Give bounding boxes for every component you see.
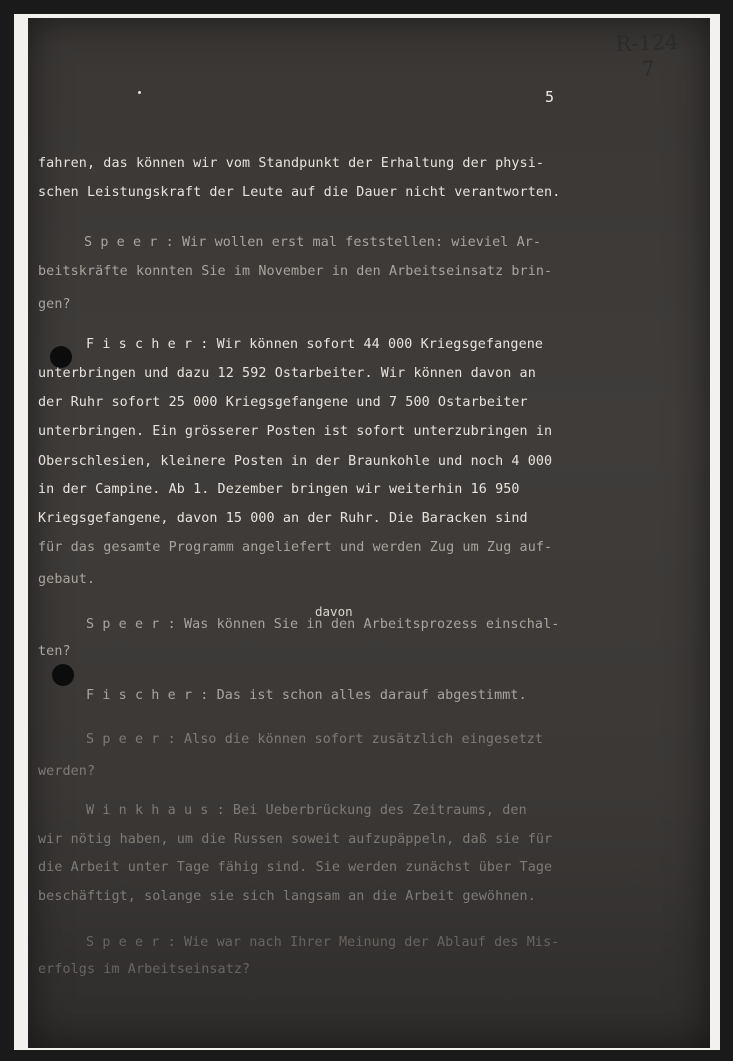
- text-line: Kriegsgefangene, davon 15 000 an der Ruhr. Die Baracken sind: [38, 511, 528, 526]
- text-line: für das gesamte Programm angeliefert und werden Zug um Zug auf-: [38, 540, 553, 555]
- text-line: S p e e r : Wie war nach Ihrer Meinung der Ablauf des Mis-: [86, 935, 560, 950]
- text-line: fahren, das können wir vom Standpunkt der Erhaltung der physi-: [38, 156, 545, 171]
- handwritten-insert: davon: [315, 604, 353, 619]
- text-line: die Arbeit unter Tage fähig sind. Sie werden zunächst über Tage: [38, 860, 553, 875]
- page-number: 5: [545, 88, 555, 106]
- text-line: S p e e r : Was können Sie in den Arbeitsprozess einschal-: [86, 617, 560, 632]
- paper-speck: [138, 91, 141, 94]
- text-line: erfolgs im Arbeitseinsatz?: [38, 962, 251, 977]
- text-line: schen Leistungskraft der Leute auf die Dauer nicht verantworten.: [38, 185, 561, 200]
- text-line: Oberschlesien, kleinere Posten in der Braunkohle und noch 4 000: [38, 454, 553, 469]
- punch-hole-top: [50, 346, 72, 368]
- text-line: S p e e r : Also die können sofort zusätzlich eingesetzt: [86, 732, 544, 747]
- text-line: W i n k h a u s : Bei Ueberbrückung des Zeitraums, den: [86, 803, 527, 818]
- archive-mark-line2: 7: [640, 56, 656, 82]
- text-line: unterbringen. Ein grösserer Posten ist sofort unterzubringen in: [38, 424, 553, 439]
- text-line: F i s c h e r : Wir können sofort 44 000 Kriegsgefangene: [86, 337, 544, 352]
- text-line: in der Campine. Ab 1. Dezember bringen wir weiterhin 16 950: [38, 482, 520, 497]
- text-line: gebaut.: [38, 572, 96, 587]
- text-line: S p e e r : Wir wollen erst mal feststellen: wieviel Ar-: [84, 235, 542, 250]
- punch-hole-bottom: [52, 664, 74, 686]
- text-line: wir nötig haben, um die Russen soweit aufzupäppeln, daß sie für: [38, 832, 553, 847]
- text-line: gen?: [38, 297, 71, 312]
- text-line: werden?: [38, 764, 96, 779]
- text-line: beschäftigt, solange sie sich langsam an die Arbeit gewöhnen.: [38, 889, 536, 904]
- text-line: der Ruhr sofort 25 000 Kriegsgefangene und 7 500 Ostarbeiter: [38, 395, 528, 410]
- text-line: unterbringen und dazu 12 592 Ostarbeiter. Wir können davon an: [38, 366, 536, 381]
- text-line: ten?: [38, 644, 71, 659]
- archive-mark: [615, 29, 680, 83]
- archive-mark-line1: R-124: [615, 29, 679, 57]
- text-line: F i s c h e r : Das ist schon alles darauf abgestimmt.: [86, 688, 527, 703]
- text-line: beitskräfte konnten Sie im November in den Arbeitseinsatz brin-: [38, 264, 553, 279]
